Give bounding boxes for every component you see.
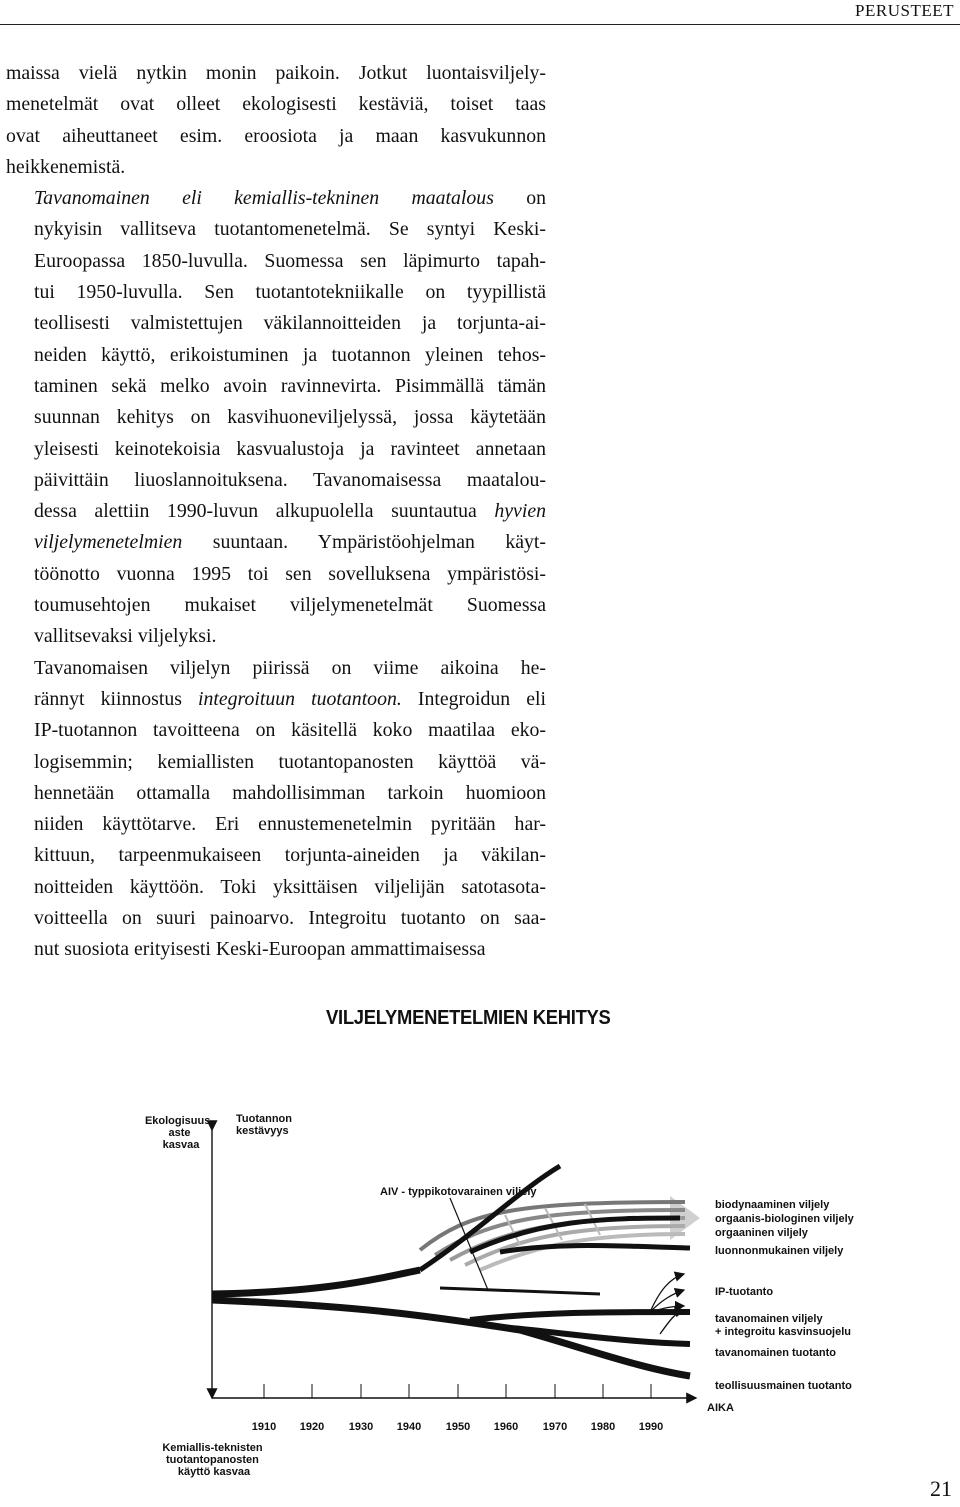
text-line: IP-tuotannon tavoitteena on käsitellä koko maatilaa eko- — [34, 719, 546, 742]
text-line: ovat aiheuttaneet esim. eroosiota ja maan kasvukunnon — [6, 124, 546, 147]
method-label: biodynaaminen viljely — [715, 1199, 830, 1211]
year-label: 1990 — [638, 1421, 664, 1433]
paragraph-3 — [6, 653, 546, 966]
method-label: luonnonmukainen viljely — [715, 1245, 844, 1257]
text-line: teollisesti valmistettujen väkilannoitteiden ja torjunta-ai- — [34, 312, 546, 335]
text-line: nykyisin vallitseva tuotantomenetelmä. Se syntyi Keski- — [34, 218, 546, 241]
paragraph-1 — [6, 58, 546, 183]
text-fragment: suuntaan. Ympäristöohjelman käyt- — [182, 531, 546, 554]
page-number: 21 — [930, 1476, 952, 1501]
text-fragment: dessa alettiin 1990-luvun alkupuolella suuntautua — [34, 500, 495, 523]
text-line — [6, 684, 546, 715]
italic-term: hyvien — [494, 500, 546, 523]
development-diagram — [0, 1080, 960, 1480]
year-label: 1960 — [493, 1421, 519, 1433]
text-fragment: Integroidun eli — [401, 687, 547, 710]
axis-label-line: Kemiallis-teknisten — [162, 1442, 263, 1454]
text-line — [6, 183, 546, 214]
text-line: logisemmin; kemiallisten tuotantopanosten käyttöä vä- — [34, 750, 546, 773]
body-text — [6, 58, 546, 966]
text-line: menetelmät ovat olleet ekologisesti kestäviä, toiset taas — [6, 93, 546, 116]
year-label: 1920 — [299, 1421, 325, 1433]
axis-label-line: Ekologisuus- — [144, 1115, 214, 1127]
axis-label-sustainability — [236, 1113, 295, 1137]
axis-label-line: kestävyys — [236, 1125, 289, 1137]
text-line: vallitsevaksi viljelyksi. — [34, 625, 217, 648]
method-label: tavanomainen tuotanto — [715, 1347, 837, 1359]
paragraph-2 — [6, 183, 546, 652]
axis-label-up — [145, 1115, 217, 1151]
text-line: toumusehtojen mukaiset viljelymenetelmät Suomessa — [34, 594, 546, 617]
text-line: noitteiden käyttöön. Toki yksittäisen viljelijän satotasota- — [34, 875, 546, 898]
text-line: neiden käyttö, erikoistuminen ja tuotannon yleinen tehos- — [34, 343, 546, 366]
text-fragment: on — [493, 187, 546, 210]
text-line: kittuun, tarpeenmukaiseen torjunta-aineiden ja väkilan- — [34, 844, 546, 867]
text-line: niiden käyttötarve. Eri ennustemenetelmin pyritään har- — [34, 813, 546, 836]
figure-title: VILJELYMENETELMIEN KEHITYS — [326, 1007, 611, 1029]
alternative-methods-branches — [420, 1196, 700, 1270]
method-label: orgaanis-biologinen viljely — [715, 1213, 854, 1225]
axis-label-line: kasvaa — [162, 1139, 200, 1151]
axis-label-line: Tuotannon — [236, 1113, 292, 1125]
year-label: 1910 — [251, 1421, 277, 1433]
text-fragment: rännyt kiinnostus — [34, 687, 198, 710]
axis-label-down — [162, 1442, 265, 1478]
header-rule — [0, 24, 960, 25]
method-labels — [715, 1199, 855, 1392]
text-line — [6, 496, 546, 527]
text-line: suunnan kehitys on kasvihuoneviljelyssä, jossa käytetään — [34, 406, 546, 429]
ip-production-fan — [650, 1274, 684, 1334]
method-label: IP-tuotanto — [715, 1286, 774, 1298]
method-label: orgaaninen viljely — [715, 1227, 808, 1239]
axis-label-line: tuotantopanosten — [166, 1454, 259, 1466]
text-line: yleisesti keinotekoisia kasvualustoja ja ravinteet annetaan — [34, 437, 546, 460]
text-line: töönotto vuonna 1995 toi sen sovelluksena ympäristösi- — [34, 562, 546, 585]
italic-term: viljelymenetelmien — [34, 531, 183, 554]
text-line — [6, 527, 546, 558]
text-line: nut suosiota erityisesti Keski-Euroopan ammattimaisessa — [34, 938, 486, 961]
axis-label-line: aste — [168, 1127, 191, 1139]
year-labels — [252, 1421, 663, 1433]
text-line: tui 1950-luvulla. Sen tuotantotekniikalle on tyypillistä — [34, 281, 546, 304]
text-line: maissa vielä nytkin monin paikoin. Jotkut luontaisviljely- — [6, 62, 546, 84]
italic-term: Tavanomainen eli kemiallis-tekninen maatalous — [34, 187, 494, 210]
italic-term: integroituun tuotantoon. — [198, 687, 402, 710]
aiv-label: AIV - typpikotovarainen viljely — [380, 1186, 537, 1198]
text-line: heikkenemistä. — [6, 155, 126, 178]
time-axis-label: AIKA — [707, 1402, 734, 1414]
method-label: teollisuusmainen tuotanto — [715, 1380, 852, 1392]
text-line: Tavanomaisen viljelyn piirissä on viime aikoina he- — [34, 656, 546, 679]
year-label: 1950 — [445, 1421, 471, 1433]
year-label: 1980 — [590, 1421, 616, 1433]
year-label: 1970 — [542, 1421, 568, 1433]
text-line: päivittäin liuoslannoituksena. Tavanomaisessa maatalou- — [34, 468, 546, 491]
year-label: 1940 — [396, 1421, 422, 1433]
year-ticks — [264, 1384, 651, 1398]
year-label: 1930 — [348, 1421, 374, 1433]
method-label: + integroitu kasvinsuojelu — [715, 1326, 852, 1338]
running-header: PERUSTEET — [855, 1, 954, 20]
text-line: Euroopassa 1850-luvulla. Suomessa sen läpimurto tapah- — [34, 249, 546, 272]
text-line: taminen sekä melko avoin ravinnevirta. Pisimmällä tämän — [34, 374, 546, 397]
axis-label-line: käyttö kasvaa — [177, 1466, 251, 1478]
method-label: tavanomainen viljely — [715, 1313, 823, 1325]
text-line: hennetään ottamalla mahdollisimman tarkoin huomioon — [34, 781, 546, 804]
text-line: voitteella on suuri painoarvo. Integroitu tuotanto on saa- — [34, 907, 546, 930]
